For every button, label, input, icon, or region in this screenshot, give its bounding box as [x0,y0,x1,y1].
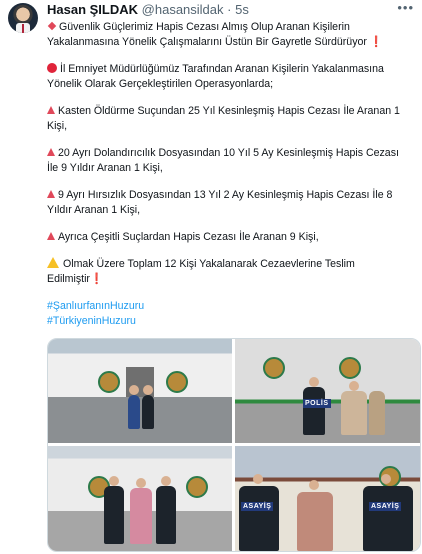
paragraph-1 [47,20,413,50]
avatar[interactable] [8,3,38,33]
text-line7: Olmak Üzere Toplam 12 Kişi Yakalanarak Cezaevlerine Teslim Edilmiştir [47,258,355,285]
emblem-icon [263,357,285,379]
photo-4[interactable] [235,446,420,551]
emblem-icon [166,371,188,393]
warning-icon [47,257,59,268]
user-name[interactable]: Hasan ŞILDAK [47,2,139,17]
officer [156,486,176,544]
photo-2[interactable] [235,339,420,443]
person [297,492,333,551]
person-head [309,377,319,387]
red-circle-icon [47,63,57,73]
red-triangle-icon [47,148,55,156]
emblem-icon [186,476,208,498]
asayis-label: ASAYİŞ [371,503,400,510]
paragraph-4 [47,146,413,176]
officer [363,486,413,551]
avatar-tie [22,24,24,33]
person-head [109,476,119,486]
text-line6: Ayrıca Çeşitli Suçlardan Hapis Cezası İle Aranan 9 Kişi, [58,231,319,243]
person-head [129,385,139,395]
text-line1: Güvenlik Güçlerimiz Hapis Cezası Almış Olup Aranan Kişilerin Yakalanmasına Yönelik Çalışmalarını Üstün Bir Gayretle Sürdürüyor [47,21,367,48]
emblem-icon [98,371,120,393]
red-diamond-icon [48,22,56,30]
text-line4: 20 Ayrı Dolandırıcılık Dosyasından 10 Yıl 5 Ay Kesinleşmiş Hapis Cezası İle 9 Yıldır Aranan 1 Kişi, [47,147,399,174]
person-head [253,474,263,484]
photo-1[interactable] [48,339,232,443]
officer [239,486,279,551]
person-head [349,381,359,391]
person-head [161,476,171,486]
officer [104,486,124,544]
user-handle[interactable]: @hasansildak [141,2,224,17]
tweet-text [47,20,413,329]
text-line5: 9 Ayrı Hırsızlık Dosyasından 13 Yıl 2 Ay Kesinleşmiş Hapis Cezası İle 8 Yıldır Aranan 1 Kişi, [47,189,393,216]
person-head [143,385,153,395]
exclamation-icon: ❗ [89,273,104,285]
red-triangle-icon [47,106,55,114]
person [130,488,152,544]
person [142,395,154,429]
tweet-header [47,2,412,20]
text-line2: İl Emniyet Müdürlüğümüz Tarafından Aranan Kişilerin Yakalanmasına Yönelik Olarak Gerçekleştirilen Operasyonlarda; [47,63,384,90]
separator: · [227,2,232,17]
paragraph-7 [47,257,413,287]
photo-grid [47,338,421,552]
person-head [136,478,146,488]
emblem-icon [339,357,361,379]
paragraph-2 [47,62,413,92]
more-icon[interactable]: ••• [397,0,414,15]
person [128,395,140,429]
hashtag-turkiye[interactable]: #TürkiyeninHuzuru [47,315,136,327]
person-head [309,480,319,490]
exclamation-icon: ❗ [369,36,384,48]
asayis-label: ASAYİŞ [243,503,272,510]
person-head [381,474,391,484]
hashtags [47,299,413,329]
red-triangle-icon [47,190,55,198]
paragraph-3 [47,104,413,134]
hashtag-sanliurfa[interactable]: #ŞanlıurfanınHuzuru [47,300,145,312]
person [369,391,385,435]
timestamp[interactable]: 5s [235,2,249,17]
person [341,391,367,435]
red-triangle-icon [47,232,55,240]
paragraph-6 [47,230,413,245]
paragraph-5 [47,188,413,218]
officer [303,387,325,435]
text-line3: Kasten Öldürme Suçundan 25 Yıl Kesinleşmiş Hapis Cezası İle Aranan 1 Kişi, [47,105,400,132]
polis-label: POLİS [305,400,329,407]
photo-3[interactable] [48,446,232,551]
